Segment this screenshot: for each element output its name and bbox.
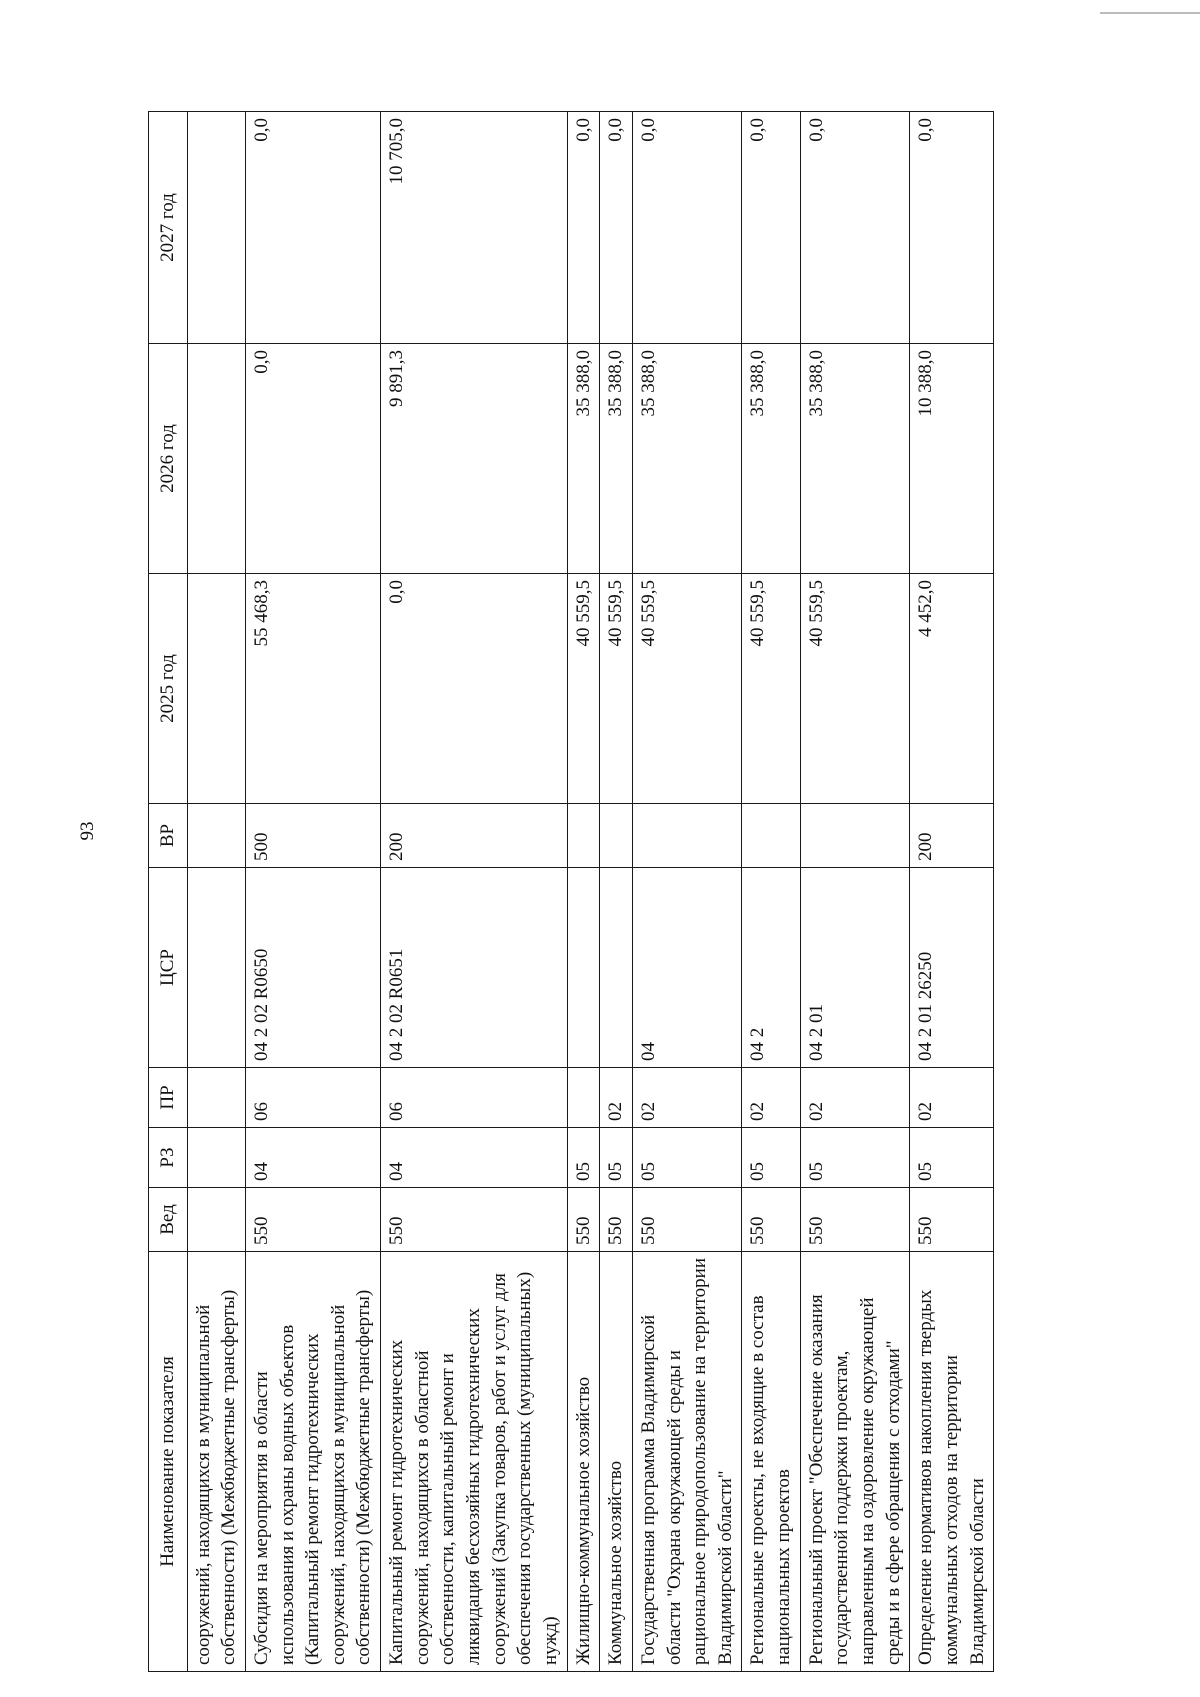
cell-pr: 02 [600, 1068, 633, 1128]
cell-ved: 550 [567, 1188, 600, 1252]
cell-2025: 40 559,5 [632, 574, 742, 804]
cell-2025 [187, 574, 245, 804]
cell-2026: 35 388,0 [632, 344, 742, 574]
cell-2026: 35 388,0 [567, 344, 600, 574]
cell-rz: 05 [742, 1128, 800, 1188]
cell-ved: 550 [245, 1188, 380, 1252]
cell-2025: 40 559,5 [742, 574, 800, 804]
cell-csr: 04 2 02 R0651 [381, 868, 567, 1068]
header-rz: РЗ [149, 1128, 188, 1188]
cell-2027: 0,0 [800, 112, 910, 344]
table-row [245, 112, 380, 1672]
cell-2026 [187, 344, 245, 574]
cell-name: Жилищно-коммунальное хозяйство [567, 1252, 600, 1672]
table-header-row [149, 112, 188, 1672]
cell-ved: 550 [800, 1188, 910, 1252]
table-row [187, 112, 245, 1672]
cell-rz: 04 [381, 1128, 567, 1188]
cell-rz: 05 [600, 1128, 633, 1188]
cell-vr [800, 804, 910, 868]
header-2025: 2025 год [149, 574, 188, 804]
cell-2026: 10 388,0 [910, 344, 994, 574]
table-row [381, 112, 567, 1672]
cell-ved: 550 [381, 1188, 567, 1252]
cell-2026: 35 388,0 [742, 344, 800, 574]
header-csr: ЦСР [149, 868, 188, 1068]
header-vr: ВР [149, 804, 188, 868]
table-row [600, 112, 633, 1672]
cell-2025: 55 468,3 [245, 574, 380, 804]
header-2027: 2027 год [149, 112, 188, 344]
cell-name: Коммунальное хозяйство [600, 1252, 633, 1672]
rotated-table-wrapper [148, 112, 1148, 1672]
table-row [567, 112, 600, 1672]
table-row [800, 112, 910, 1672]
cell-2027: 0,0 [632, 112, 742, 344]
cell-name: Государственная программа Владимирской области "Охрана окружающей среды и рациональное природопользование на территории Владимирской области" [632, 1252, 742, 1672]
cell-csr: 04 2 01 [800, 868, 910, 1068]
cell-rz: 04 [245, 1128, 380, 1188]
budget-table [148, 111, 994, 1672]
scan-edge-line [1100, 0, 1200, 14]
cell-rz: 05 [800, 1128, 910, 1188]
cell-2026: 0,0 [245, 344, 380, 574]
cell-vr: 500 [245, 804, 380, 868]
header-ved: Вед [149, 1188, 188, 1252]
cell-csr: 04 2 01 26250 [910, 868, 994, 1068]
cell-name: сооружений, находящихся в муниципальной собственности) (Межбюджетные трансферты) [187, 1252, 245, 1672]
cell-name: Капитальный ремонт гидротехнических сооружений, находящихся в областной собственности, капитальный ремонт и ликвидация бесхозяйных гидротехнических сооружений (Закупка товаров, работ и услуг для обеспечения государственных (муниципальных) нужд) [381, 1252, 567, 1672]
cell-2027: 0,0 [910, 112, 994, 344]
cell-vr: 200 [381, 804, 567, 868]
cell-2027: 0,0 [600, 112, 633, 344]
cell-pr: 02 [742, 1068, 800, 1128]
cell-vr [567, 804, 600, 868]
cell-pr: 02 [800, 1068, 910, 1128]
cell-pr: 02 [910, 1068, 994, 1128]
cell-rz: 05 [632, 1128, 742, 1188]
cell-ved: 550 [910, 1188, 994, 1252]
cell-name: Определение нормативов накопления твердых коммунальных отходов на территории Владимирской области [910, 1252, 994, 1672]
cell-csr [600, 868, 633, 1068]
cell-name: Региональные проекты, не входящие в состав национальных проектов [742, 1252, 800, 1672]
cell-ved: 550 [632, 1188, 742, 1252]
cell-csr: 04 2 [742, 868, 800, 1068]
table-row [910, 112, 994, 1672]
cell-vr [632, 804, 742, 868]
cell-csr [567, 868, 600, 1068]
cell-2027: 0,0 [567, 112, 600, 344]
cell-rz: 05 [567, 1128, 600, 1188]
cell-pr: 02 [632, 1068, 742, 1128]
cell-rz: 05 [910, 1128, 994, 1188]
page-number: 93 [77, 821, 98, 841]
cell-pr [187, 1068, 245, 1128]
cell-2027: 10 705,0 [381, 112, 567, 344]
cell-2025: 40 559,5 [567, 574, 600, 804]
cell-2025: 40 559,5 [600, 574, 633, 804]
cell-csr: 04 2 02 R0650 [245, 868, 380, 1068]
cell-vr: 200 [910, 804, 994, 868]
cell-name: Субсидия на мероприятия в области использования и охраны водных объектов (Капитальный ремонт гидротехнических сооружений, находящихся в муниципальной собственности) (Межбюджетные трансферты) [245, 1252, 380, 1672]
cell-2025: 40 559,5 [800, 574, 910, 804]
cell-ved [187, 1188, 245, 1252]
cell-pr: 06 [381, 1068, 567, 1128]
cell-csr: 04 [632, 868, 742, 1068]
cell-2027: 0,0 [245, 112, 380, 344]
cell-vr [600, 804, 633, 868]
cell-2026: 9 891,3 [381, 344, 567, 574]
header-pr: ПР [149, 1068, 188, 1128]
cell-2026: 35 388,0 [800, 344, 910, 574]
cell-pr [567, 1068, 600, 1128]
cell-2025: 0,0 [381, 574, 567, 804]
table-row [742, 112, 800, 1672]
cell-vr [742, 804, 800, 868]
cell-2025: 4 452,0 [910, 574, 994, 804]
cell-name: Региональный проект "Обеспечение оказания государственной поддержки проектам, направленным на оздоровление окружающей среды и в сфере обращения с отходами" [800, 1252, 910, 1672]
cell-ved: 550 [600, 1188, 633, 1252]
cell-ved: 550 [742, 1188, 800, 1252]
cell-rz [187, 1128, 245, 1188]
cell-pr: 06 [245, 1068, 380, 1128]
header-name: Наименование показателя [149, 1252, 188, 1672]
cell-2027: 0,0 [742, 112, 800, 344]
cell-vr [187, 804, 245, 868]
table-row [632, 112, 742, 1672]
cell-2027 [187, 112, 245, 344]
header-2026: 2026 год [149, 344, 188, 574]
cell-csr [187, 868, 245, 1068]
cell-2026: 35 388,0 [600, 344, 633, 574]
